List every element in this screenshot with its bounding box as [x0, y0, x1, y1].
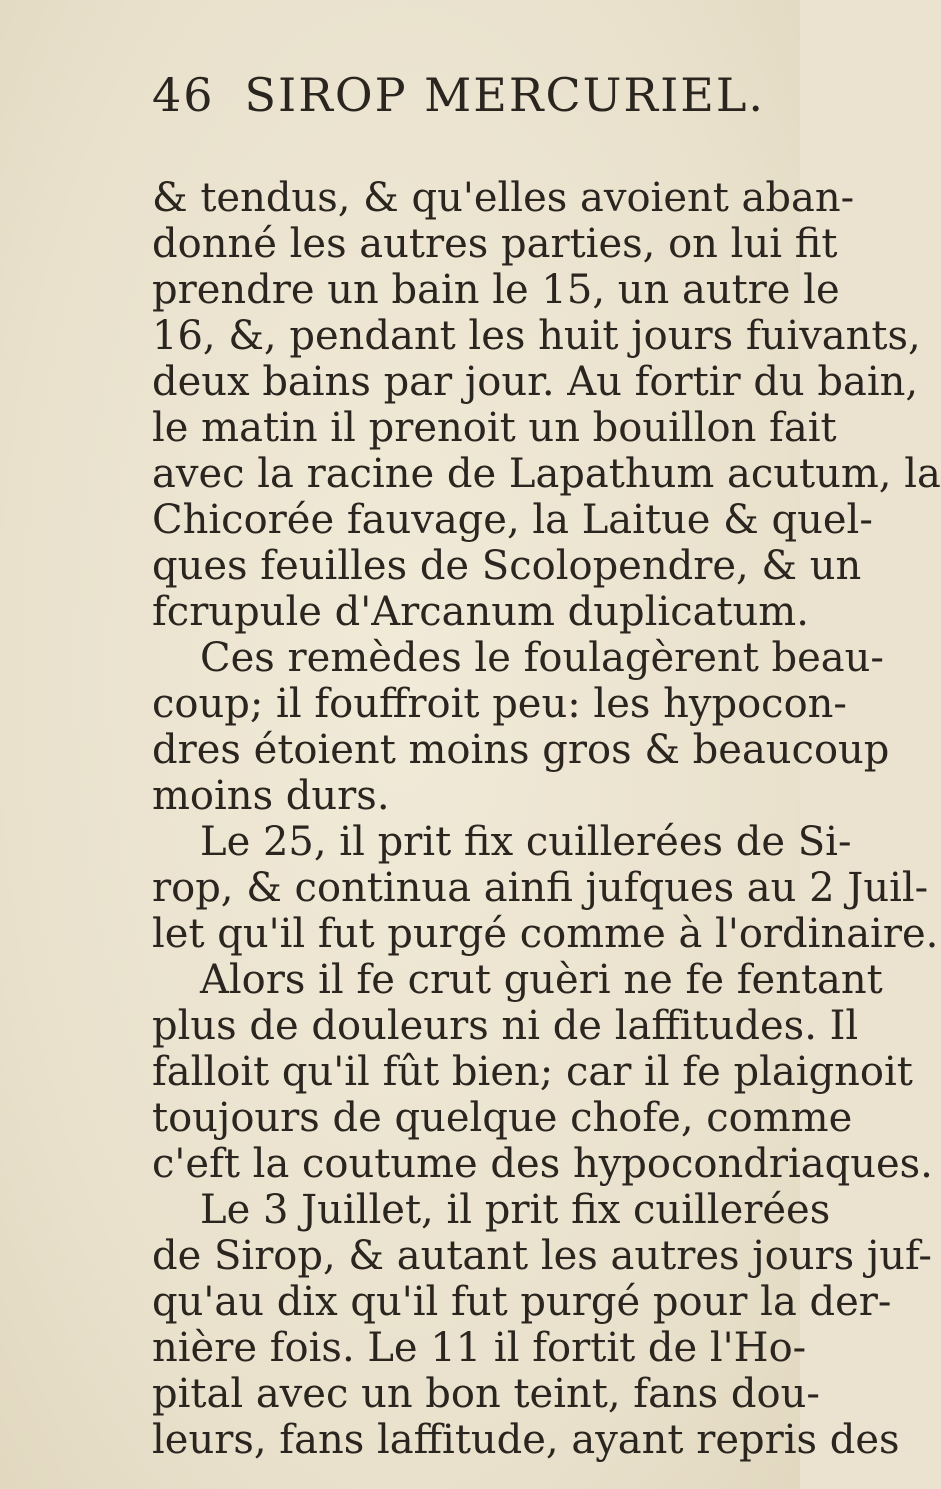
text-line: rop, & continua ainfi jufques au 2 Juil- [152, 865, 929, 911]
text-line: donné les autres parties, on lui fit [152, 221, 838, 267]
text-line: dres étoient moins gros & beaucoup [152, 727, 890, 773]
page-header [152, 68, 765, 122]
text-line: & tendus, & qu'elles avoient aban- [152, 175, 855, 221]
text-line: le matin il prenoit un bouillon fait [152, 405, 837, 451]
text-line: fcrupule d'Arcanum duplicatum. [152, 589, 809, 635]
paragraph-start-line: Alors il fe crut guèri ne fe fentant [200, 957, 883, 1003]
text-line: let qu'il fut purgé comme à l'ordinaire. [152, 911, 939, 957]
text-line: de Sirop, & autant les autres jours juf- [152, 1233, 932, 1279]
text-line: toujours de quelque chofe, comme [152, 1095, 853, 1141]
text-line: c'eft la coutume des hypocondriaques. [152, 1141, 933, 1187]
text-line: prendre un bain le 15, un autre le [152, 267, 840, 313]
page-number: 46 [152, 68, 215, 122]
running-title: SIROP MERCURIEL. [244, 68, 765, 122]
text-line: ques feuilles de Scolopendre, & un [152, 543, 862, 589]
text-line: deux bains par jour. Au fortir du bain, [152, 359, 919, 405]
paragraph-start-line: Le 25, il prit fix cuillerées de Si- [200, 819, 852, 865]
text-line: pital avec un bon teint, fans dou- [152, 1371, 820, 1417]
text-line: moins durs. [152, 773, 390, 819]
text-line: Chicorée fauvage, la Laitue & quel- [152, 497, 873, 543]
text-line: 16, &, pendant les huit jours fuivants, [152, 313, 921, 359]
text-line: avec la racine de Lapathum acutum, la [152, 451, 941, 497]
paragraph-start-line: Le 3 Juillet, il prit fix cuillerées [200, 1187, 831, 1233]
text-line: nière fois. Le 11 il fortit de l'Ho- [152, 1325, 807, 1371]
text-line: plus de douleurs ni de laffitudes. Il [152, 1003, 859, 1049]
paragraph-start-line: Ces remèdes le foulagèrent beau- [200, 635, 884, 681]
text-line: leurs, fans laffitude, ayant repris des [152, 1417, 900, 1463]
text-line: coup; il fouffroit peu: les hypocon- [152, 681, 847, 727]
text-line: falloit qu'il fût bien; car il fe plaignoit [152, 1049, 913, 1095]
text-line: qu'au dix qu'il fut purgé pour la der- [152, 1279, 892, 1325]
